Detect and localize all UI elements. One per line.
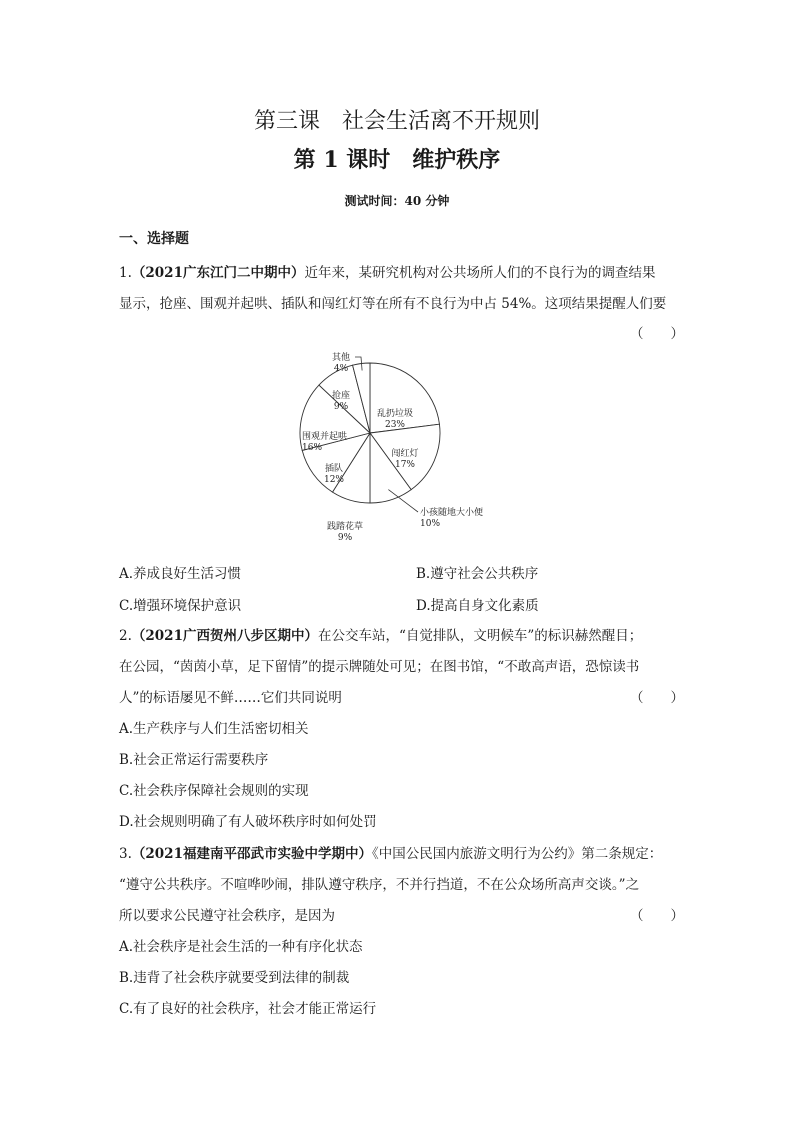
pie-slice-category-label: 闯红灯: [391, 449, 419, 459]
question-2-line-1: [119, 624, 642, 644]
question-3-text-2: “遵守公共秩序。不喧哗吵闹，排队遵守秩序，不并行挡道，不在公众场所高声交谈。”之: [119, 877, 640, 893]
question-1-line-1: [119, 261, 655, 281]
pie-slice-category-label: 围观并起哄: [302, 432, 348, 442]
question-2-number: 2.: [119, 628, 132, 644]
question-2-source: （2021广西贺州八步区期中）: [131, 628, 318, 644]
question-2-text-3: 人”的标语屡见不鲜……它们共同说明: [119, 690, 342, 706]
question-1-text-1: 近年来，某研究机构对公共场所人们的不良行为的调查结果: [304, 265, 656, 281]
question-3-text-1: 《中国公民国内旅游文明行为公约》第二条规定：: [371, 846, 663, 862]
question-3-source: （2021福建南平邵武市实验中学期中）: [131, 846, 372, 862]
pie-slice-percent-label: 10%: [420, 519, 441, 529]
question-2-option-b[interactable]: B.社会正常运行需要秩序: [119, 752, 269, 768]
question-3-option-b[interactable]: B.违背了社会秩序就要受到法律的制裁: [119, 970, 350, 986]
pie-slice-percent-label: 9%: [337, 533, 353, 543]
question-1-option-a[interactable]: A.养成良好生活习惯: [119, 566, 242, 582]
pie-slice-category-label: 践踏花草: [326, 522, 364, 532]
lesson-subtitle: 第 1 课时 维护秩序: [293, 147, 501, 173]
question-3-text-3: 所以要求公民遵守社会秩序，是因为: [119, 908, 335, 924]
pie-slice-percent-label: 9%: [333, 402, 349, 412]
pie-slice-percent-label: 16%: [302, 443, 323, 453]
test-time: 测试时间：40 分钟: [344, 194, 450, 208]
question-2-text-2: 在公园，“茵茵小草，足下留情”的提示牌随处可见；在图书馆，“不敢高声语，恐惊读书: [119, 659, 640, 675]
pie-slice-category-label: 抢座: [331, 391, 351, 401]
question-1-answer-paren: （ ）: [630, 326, 684, 342]
pie-slice-category-label: 小孩随地大小便: [420, 508, 484, 518]
question-2-option-d[interactable]: D.社会规则明确了有人破坏秩序时如何处罚: [119, 814, 377, 830]
question-1-text-2: 显示，抢座、围观并起哄、插队和闯红灯等在所有不良行为中占 54%。这项结果提醒人们要: [119, 296, 667, 312]
question-2-option-a[interactable]: A.生产秩序与人们生活密切相关: [119, 721, 309, 737]
question-3-number: 3.: [119, 846, 132, 862]
pie-slice-category-label: 其他: [331, 353, 351, 363]
pie-slice-percent-label: 23%: [384, 420, 406, 430]
pie-slice-category-label: 乱扔垃圾: [376, 409, 414, 419]
question-1-option-d[interactable]: D.提高自身文化素质: [416, 598, 539, 614]
question-3-answer-paren: （ ）: [630, 908, 684, 924]
page-title: 第三课 社会生活离不开规则: [253, 109, 540, 134]
question-3-option-c[interactable]: C.有了良好的社会秩序，社会才能正常运行: [119, 1001, 377, 1017]
pie-slice-percent-label: 17%: [394, 460, 416, 470]
question-2-option-c[interactable]: C.社会秩序保障社会规则的实现: [119, 783, 309, 799]
pie-slice-category-label: 插队: [324, 464, 344, 474]
pie-slice-percent-label: 12%: [323, 475, 345, 485]
section-heading: 一、选择题: [119, 231, 189, 247]
question-1-number: 1.: [119, 265, 132, 281]
question-2-text-1: 在公交车站，“自觉排队，文明候车”的标识赫然醒目；: [317, 628, 643, 644]
question-3-option-a[interactable]: A.社会秩序是社会生活的一种有序化状态: [119, 939, 363, 955]
pie-chart: [295, 348, 510, 548]
question-1-option-b[interactable]: B.遵守社会公共秩序: [416, 566, 539, 582]
question-2-answer-paren: （ ）: [630, 690, 684, 706]
question-3-line-1: [119, 842, 662, 862]
pie-slice-percent-label: 4%: [333, 364, 349, 374]
question-1-source: （2021广东江门二中期中）: [131, 265, 305, 281]
question-1-option-c[interactable]: C.增强环境保护意识: [119, 598, 242, 614]
